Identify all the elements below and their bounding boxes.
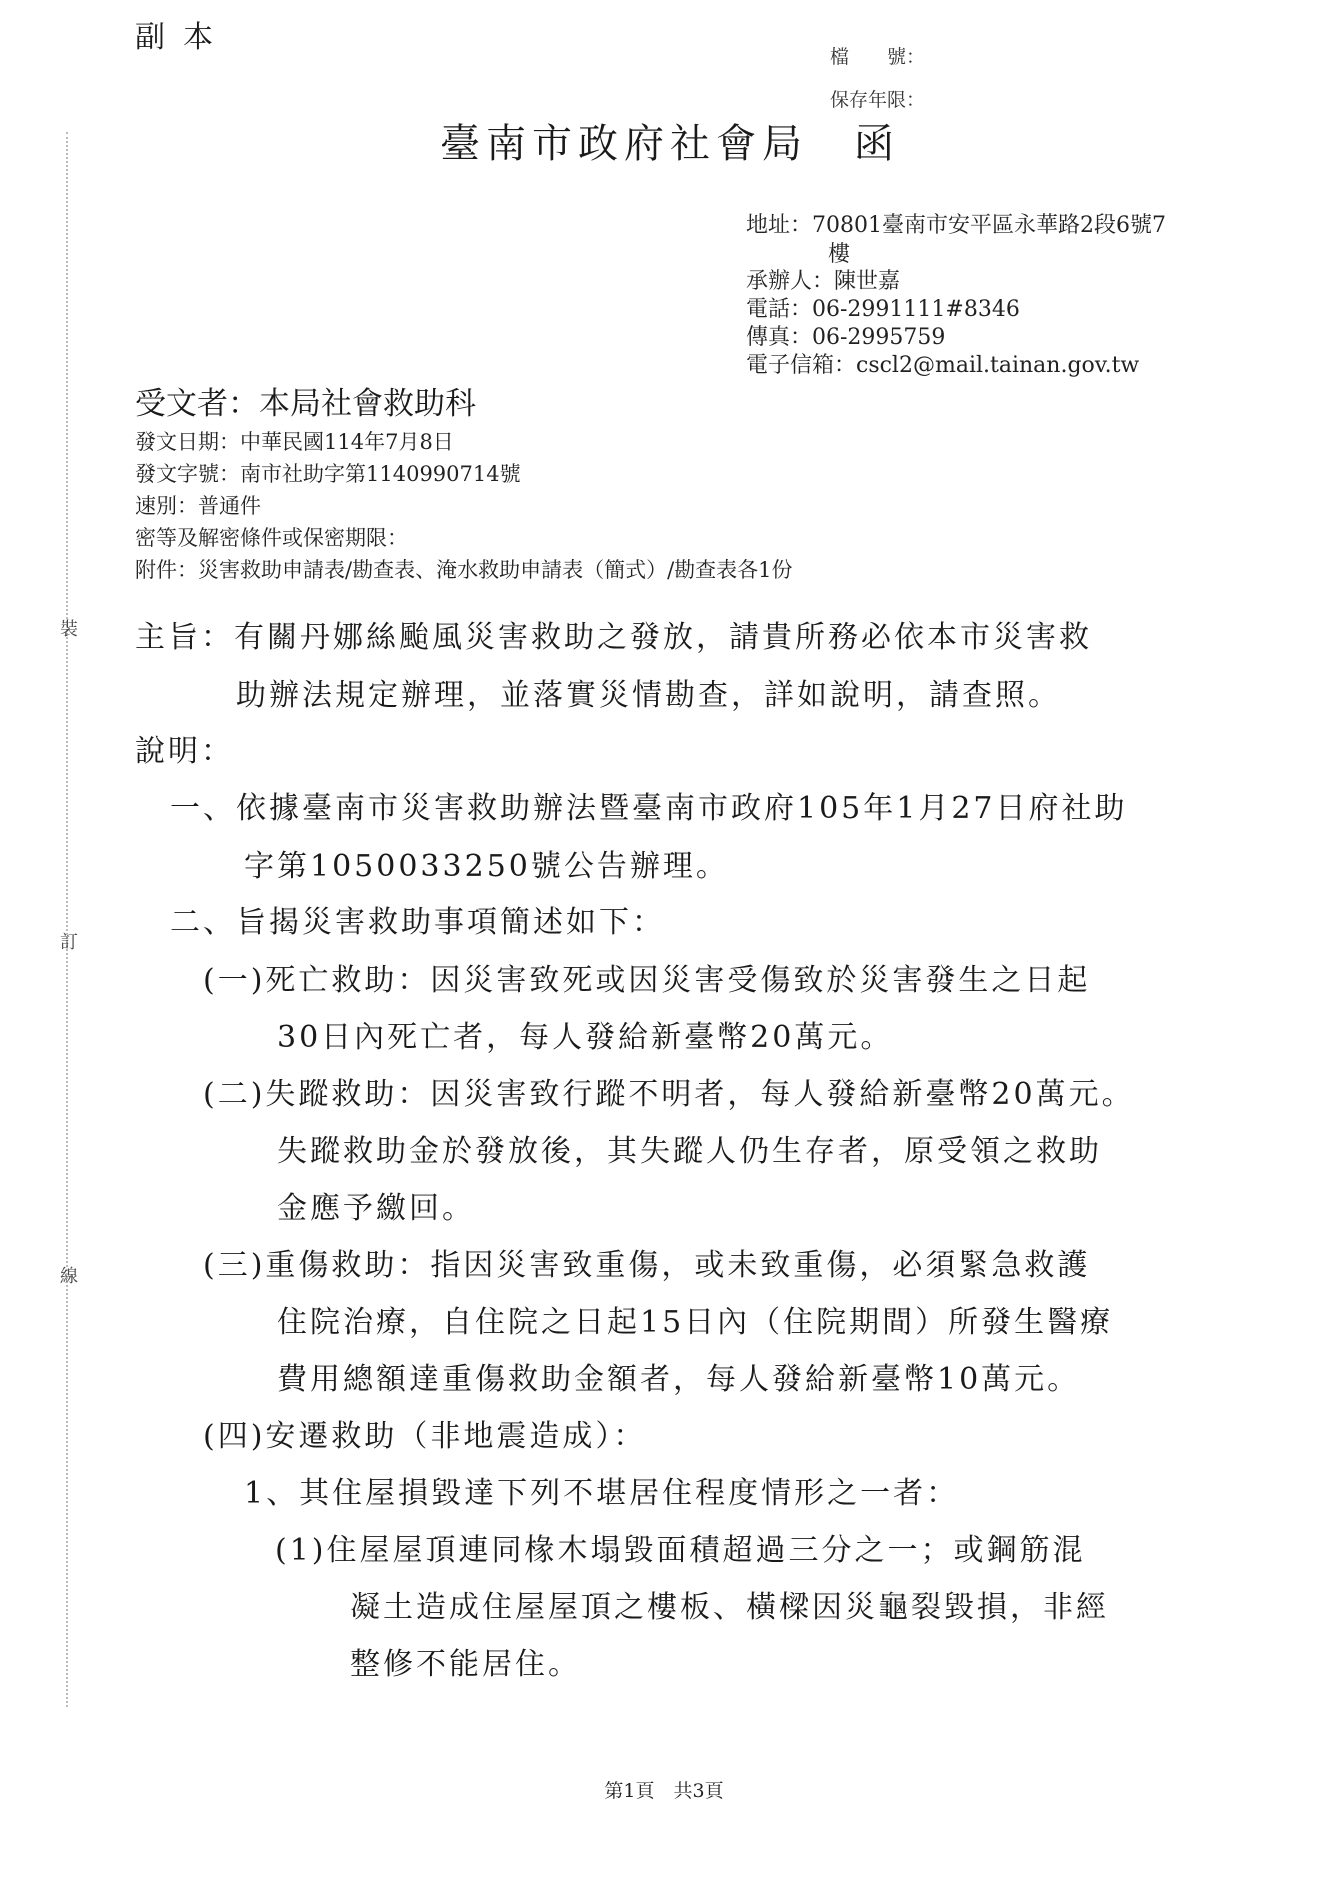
contact-address-cont: 樓 xyxy=(828,242,851,267)
retention-period-label: 保存年限： xyxy=(830,89,926,111)
contact-phone: 電話：06-2991111#8346 xyxy=(746,297,1020,322)
attachments: 附件：災害救助申請表/勘查表、淹水救助申請表（簡式）/勘查表各1份 xyxy=(135,558,793,582)
margin-mark-zhuang: 裝 xyxy=(60,619,78,640)
contact-fax: 傳真：06-2995759 xyxy=(746,325,946,350)
sub-item-2-line-1: (二)失蹤救助：因災害致行蹤不明者，每人發給新臺幣20萬元。 xyxy=(203,1077,1135,1112)
secrecy-level: 密等及解密條件或保密期限： xyxy=(135,526,408,550)
sub-item-3-line-2: 住院治療，自住院之日起15日內（住院期間）所發生醫療 xyxy=(277,1305,1114,1340)
copy-mark: 副本 xyxy=(135,20,231,55)
item-2: 二、旨揭災害救助事項簡述如下： xyxy=(170,905,665,940)
margin-mark-ding: 訂 xyxy=(60,932,78,953)
file-number-label: 檔 號： xyxy=(830,46,926,68)
contact-handler: 承辦人：陳世嘉 xyxy=(746,269,901,294)
contact-address: 地址：70801臺南市安平區永華路2段6號7 xyxy=(746,213,1166,238)
page-footer: 第1頁 共3頁 xyxy=(604,1780,724,1802)
delivery-speed: 速別：普通件 xyxy=(135,494,261,518)
subject-line-1: 主旨：有關丹娜絲颱風災害救助之發放，請貴所務必依本市災害救 xyxy=(135,620,1092,655)
document-title: 臺南市政府社會局 函 xyxy=(440,121,900,167)
sub-item-2-line-3: 金應予繳回。 xyxy=(277,1191,475,1226)
subject-line-2: 助辦法規定辦理，並落實災情勘查，詳如說明，請查照。 xyxy=(236,678,1061,713)
contact-email: 電子信箱：cscl2@mail.tainan.gov.tw xyxy=(746,353,1140,378)
sub-item-1-line-1: (一)死亡救助：因災害致死或因災害受傷致於災害發生之日起 xyxy=(203,963,1091,998)
document-number: 發文字號：南市社助字第1140990714號 xyxy=(135,462,521,486)
paragraph-1-line-3: 整修不能居住。 xyxy=(350,1647,581,1682)
issue-date: 發文日期：中華民國114年7月8日 xyxy=(135,430,454,454)
explanation-label: 說明： xyxy=(135,734,234,769)
paragraph-1-line-1: (1)住屋屋頂連同椽木塌毀面積超過三分之一；或鋼筋混 xyxy=(275,1533,1086,1568)
sub-item-1-line-2: 30日內死亡者，每人發給新臺幣20萬元。 xyxy=(277,1020,894,1055)
point-1: 1、其住屋損毀達下列不堪居住程度情形之一者： xyxy=(244,1476,960,1511)
sub-item-4: (四)安遷救助（非地震造成）： xyxy=(203,1419,647,1454)
sub-item-3-line-1: (三)重傷救助：指因災害致重傷，或未致重傷，必須緊急救護 xyxy=(203,1248,1091,1283)
paragraph-1-line-2: 凝土造成住屋屋頂之樓板、橫樑因災龜裂毀損，非經 xyxy=(350,1590,1109,1625)
margin-mark-xian: 線 xyxy=(60,1266,78,1287)
item-1-line-2: 字第1050033250號公告辦理。 xyxy=(244,849,729,884)
sub-item-2-line-2: 失蹤救助金於發放後，其失蹤人仍生存者，原受領之救助 xyxy=(277,1134,1102,1169)
recipient: 受文者：本局社會救助科 xyxy=(135,386,476,422)
sub-item-3-line-3: 費用總額達重傷救助金額者，每人發給新臺幣10萬元。 xyxy=(277,1362,1081,1397)
binding-line xyxy=(66,132,68,1707)
item-1-line-1: 一、依據臺南市災害救助辦法暨臺南市政府105年1月27日府社助 xyxy=(170,791,1128,826)
